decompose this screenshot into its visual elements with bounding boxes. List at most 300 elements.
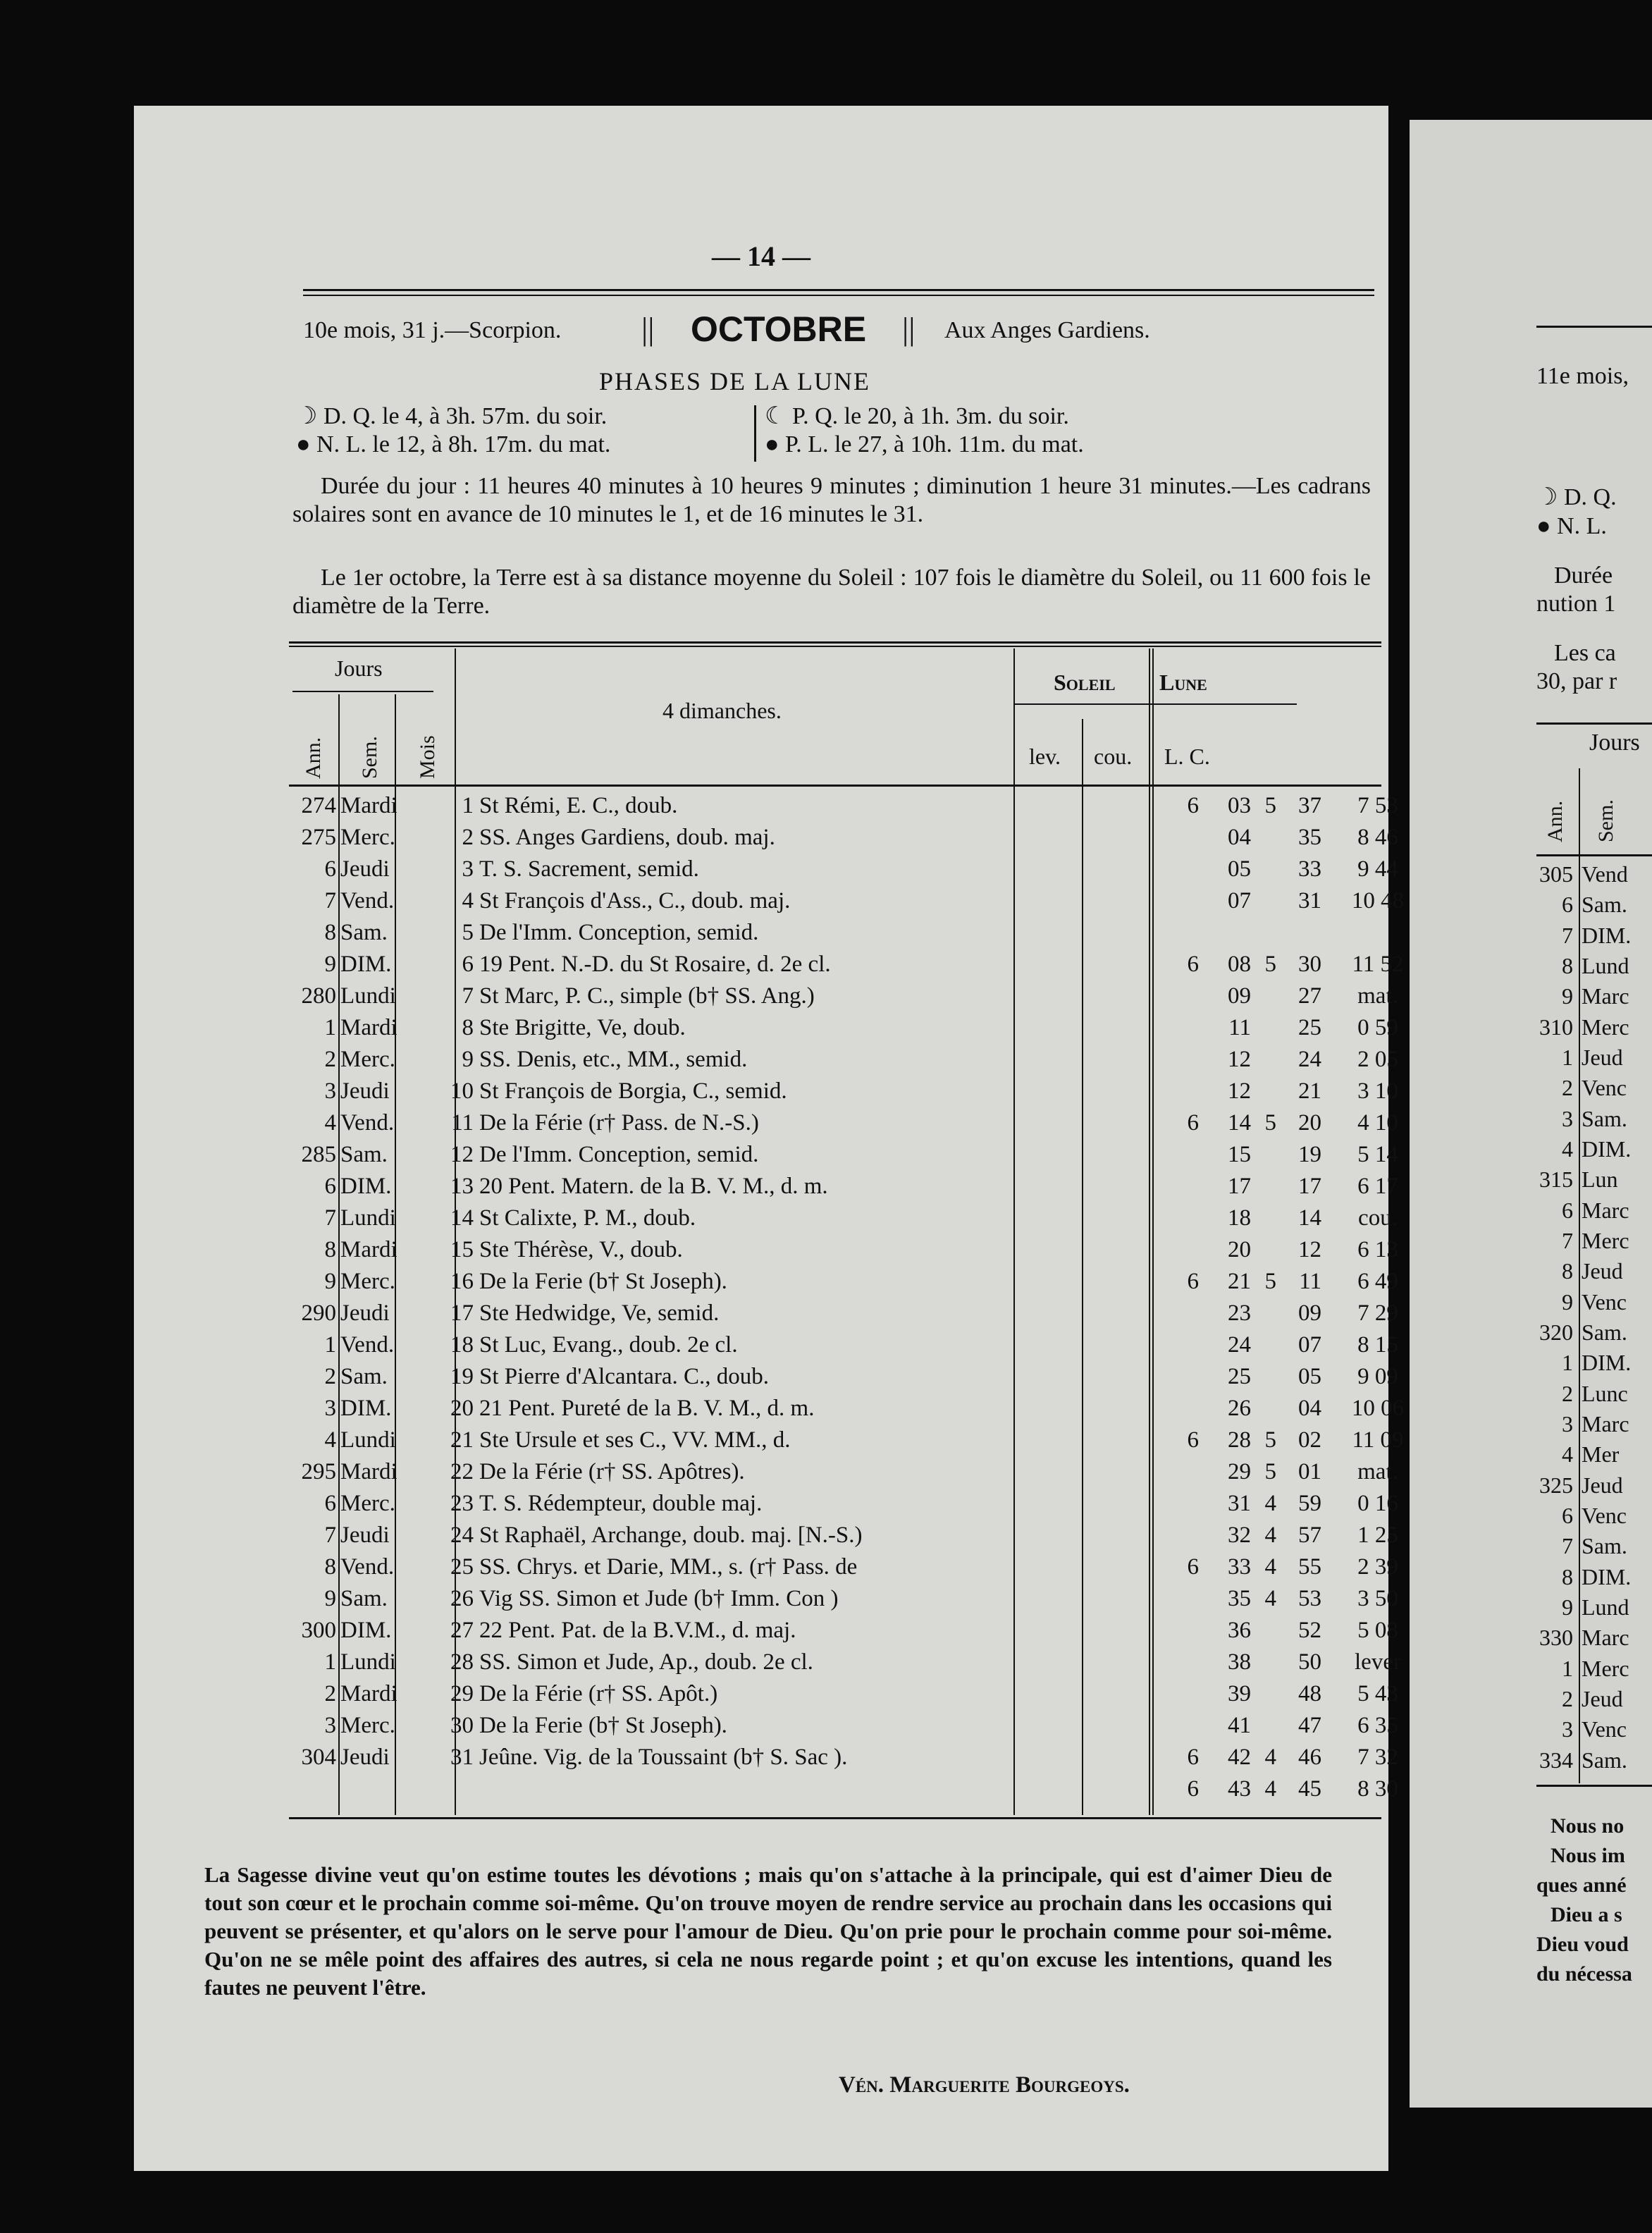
table-row	[285, 1681, 1540, 1711]
cell-cou: 46	[1298, 1745, 1321, 1770]
cell-lev-h: 6	[1187, 952, 1199, 977]
table-row	[285, 1522, 1540, 1552]
cell-ann: 274	[301, 793, 336, 818]
cell-ann: 300	[301, 1618, 336, 1643]
cell-sem: Lund	[1582, 953, 1629, 978]
cell-saint: De la Férie (r† SS. Apôt.)	[479, 1681, 718, 1706]
cell-ann: 9	[324, 952, 336, 977]
cell-ann: 3	[324, 1078, 336, 1104]
cell-ann: 6	[1562, 892, 1573, 918]
cell-mois: 1	[462, 793, 474, 818]
table-row	[285, 1364, 1540, 1394]
cell-lev: 33	[1228, 1554, 1251, 1580]
header-rule-thin	[303, 295, 1374, 296]
table-row	[285, 1300, 1540, 1330]
right-calendar-rows	[1522, 861, 1652, 1778]
table-row	[1522, 1656, 1652, 1684]
text-line: Nous im	[1551, 1844, 1625, 1867]
table-row	[1522, 1320, 1652, 1348]
cell-lune: 8 30	[1357, 1776, 1398, 1802]
cell-sem: Vend.	[340, 1332, 395, 1358]
cell-saint: SS. Chrys. et Darie, MM., s. (r† Pass. de	[479, 1554, 858, 1580]
cell-sem: Vend	[1582, 861, 1628, 887]
cell-cou: 27	[1298, 983, 1321, 1009]
table-row	[285, 1586, 1540, 1616]
cell-sem: Lundi	[340, 1649, 396, 1675]
cell-lune: 6 49	[1357, 1269, 1398, 1294]
cell-ann: 9	[324, 1586, 336, 1611]
almanac-page-left	[134, 106, 1405, 2171]
cell-sem: DIM.	[1582, 1136, 1632, 1162]
cell-ann: 3	[1562, 1716, 1573, 1742]
table-row	[285, 1078, 1540, 1108]
cell-lune: cou.	[1358, 1205, 1398, 1231]
cell-lune: 8 15	[1357, 1332, 1398, 1358]
cell-lune: 1 25	[1357, 1522, 1398, 1548]
cell-sem: Venc	[1582, 1716, 1627, 1742]
cell-lev: 28	[1228, 1427, 1251, 1453]
cell-sem: Merc.	[340, 1269, 395, 1294]
cell-ann: 310	[1539, 1014, 1573, 1040]
cell-ann: 2	[1562, 1686, 1573, 1711]
cell-cou: 14	[1298, 1205, 1321, 1231]
cell-ann: 1	[1562, 1655, 1573, 1681]
table-row	[1522, 1075, 1652, 1103]
moon-full-icon: ●	[765, 431, 779, 457]
cell-saint: 19 Pent. N.-D. du St Rosaire, d. 2e cl.	[479, 952, 831, 977]
right-text-lines	[1536, 1811, 1652, 1989]
table-row	[1522, 1472, 1652, 1501]
cell-cou: 04	[1298, 1396, 1321, 1421]
cell-lev: 04	[1228, 825, 1251, 850]
cell-sem: DIM.	[1582, 1350, 1632, 1376]
cell-saint: St Luc, Evang., doub. 2e cl.	[479, 1332, 738, 1358]
table-row	[285, 1776, 1540, 1806]
table-row	[285, 1015, 1540, 1045]
cell-sem: Merc	[1582, 1228, 1629, 1253]
cell-cou: 47	[1298, 1713, 1321, 1738]
cell-cou: 59	[1298, 1491, 1321, 1516]
calendar-rows	[285, 793, 1405, 1815]
table-row	[1522, 1045, 1652, 1073]
cell-lev: 14	[1228, 1110, 1251, 1136]
cell-cou: 33	[1298, 856, 1321, 882]
cell-lune: 6 35	[1357, 1713, 1398, 1738]
cell-cou: 55	[1298, 1554, 1321, 1580]
cell-ann: 6	[324, 1174, 336, 1199]
cell-lune: 3 50	[1357, 1586, 1398, 1611]
cell-sem: Jeudi	[340, 1300, 390, 1326]
phase-nl: ● N. L. le 12, à 8h. 17m. du mat.	[296, 431, 611, 457]
cell-cou: 52	[1298, 1618, 1321, 1643]
cell-lev: 17	[1228, 1174, 1251, 1199]
cell-mois: 26	[450, 1586, 474, 1611]
cell-sem: Sam.	[1582, 1105, 1627, 1131]
cell-saint: 20 Pent. Matern. de la B. V. M., d. m.	[479, 1174, 828, 1199]
cell-mois: 11	[451, 1110, 474, 1136]
phases-title: PHASES DE LA LUNE	[599, 367, 871, 395]
cell-cou: 25	[1298, 1015, 1321, 1040]
cell-sem: DIM.	[1582, 922, 1632, 948]
right-table-rule	[1536, 722, 1652, 725]
cell-mois: 28	[450, 1649, 474, 1675]
cell-lev-h: 6	[1187, 793, 1199, 818]
cell-saint: SS. Anges Gardiens, doub. maj.	[479, 825, 775, 850]
cell-mois: 12	[450, 1142, 474, 1167]
cell-saint: St Calixte, P. M., doub.	[479, 1205, 696, 1231]
cell-cou-h: 5	[1264, 1459, 1276, 1484]
cell-cou: 45	[1298, 1776, 1321, 1802]
cell-cou: 30	[1298, 952, 1321, 977]
cell-lune: mat.	[1357, 983, 1398, 1009]
right-nl: ● N. L.	[1536, 513, 1607, 539]
cell-lune: 6 17	[1357, 1174, 1398, 1199]
cell-ann: 325	[1539, 1472, 1573, 1498]
table-row	[285, 1205, 1540, 1235]
cell-lune: 7 29	[1357, 1300, 1398, 1326]
cell-lune: 7 32	[1357, 1745, 1398, 1770]
cell-sem: Jeudi	[340, 856, 390, 882]
cell-saint: 22 Pent. Pat. de la B.V.M., d. maj.	[479, 1618, 796, 1643]
th-jours: Jours	[335, 656, 383, 681]
right-table-header-rule	[1536, 854, 1652, 856]
cell-sem: Lundi	[340, 1427, 396, 1453]
cell-ann: 4	[324, 1427, 336, 1453]
table-row	[285, 1745, 1540, 1774]
right-duree: Durée	[1554, 562, 1613, 589]
cell-ann: 3	[1562, 1105, 1573, 1131]
cell-ann: 9	[1562, 1288, 1573, 1315]
cell-lev: 23	[1228, 1300, 1251, 1326]
cell-sem: Mardi	[340, 1015, 397, 1040]
terre-paragraph: Le 1er octobre, la Terre est à sa distance moyenne du Soleil : 107 fois le diamètre du Soleil, ou 11 600 fois le diamètre de la Terre.	[292, 565, 1371, 619]
cell-lune: 3 10	[1357, 1078, 1398, 1104]
cell-ann: 2	[1562, 1075, 1573, 1101]
cell-sem: DIM.	[1582, 1563, 1632, 1589]
cell-cou: 21	[1298, 1078, 1321, 1104]
cell-lev: 15	[1228, 1142, 1251, 1167]
table-row	[1522, 892, 1652, 920]
table-row	[285, 1110, 1540, 1140]
cell-lune: mat.	[1357, 1459, 1398, 1484]
header-right: Aux Anges Gardiens.	[944, 317, 1150, 343]
cell-mois: 4	[462, 888, 474, 914]
cell-ann: 8	[324, 1554, 336, 1580]
right-th-ann: Ann.	[1543, 800, 1567, 842]
cell-sem: Jeud	[1582, 1472, 1623, 1498]
cell-lev: 20	[1228, 1237, 1251, 1262]
cell-ann: 330	[1539, 1625, 1573, 1651]
th-mois: Mois	[416, 735, 439, 779]
cell-ann: 4	[1562, 1136, 1573, 1162]
cell-cou: 02	[1298, 1427, 1321, 1453]
text-line: ques anné	[1536, 1874, 1627, 1897]
cell-saint: Ste Thérèse, V., doub.	[479, 1237, 683, 1262]
cell-saint: De la Férie (r† Pass. de N.-S.)	[479, 1110, 759, 1136]
table-row	[285, 1269, 1540, 1298]
cell-ann: 4	[324, 1110, 336, 1136]
cell-sem: Mardi	[340, 1459, 397, 1484]
table-row	[1522, 1350, 1652, 1378]
cell-cou: 07	[1298, 1332, 1321, 1358]
cell-saint: T. S. Rédempteur, double maj.	[479, 1491, 763, 1516]
cell-saint: St Raphaël, Archange, doub. maj. [N.-S.)	[479, 1522, 863, 1548]
cell-mois: 5	[462, 920, 474, 945]
table-row	[1522, 953, 1652, 981]
cell-ann: 6	[1562, 1197, 1573, 1223]
cell-lev: 31	[1228, 1491, 1251, 1516]
table-row	[1522, 1411, 1652, 1439]
cell-lev: 25	[1228, 1364, 1251, 1389]
cell-ann: 285	[301, 1142, 336, 1167]
cell-ann: 6	[1562, 1503, 1573, 1528]
cell-sem: Merc.	[340, 1713, 395, 1738]
th-ann: Ann.	[302, 737, 325, 779]
cell-mois: 31	[450, 1745, 474, 1770]
cell-saint: De la Férie (r† SS. Apôtres).	[479, 1459, 745, 1484]
table-row	[1522, 1014, 1652, 1042]
cell-ann: 275	[301, 825, 336, 850]
cell-ann: 315	[1539, 1167, 1573, 1193]
cell-ann: 8	[1562, 953, 1573, 978]
cell-mois: 22	[450, 1459, 474, 1484]
cell-lune: 0 16	[1357, 1491, 1398, 1516]
cell-ann: 305	[1539, 861, 1573, 887]
almanac-page-right	[1410, 120, 1652, 2108]
cell-saint: Ste Brigitte, Ve, doub.	[479, 1015, 686, 1040]
th-lev: lev.	[1029, 744, 1061, 769]
cell-ann: 1	[1562, 1350, 1573, 1376]
cell-saint: St François d'Ass., C., doub. maj.	[479, 888, 791, 914]
cell-ann: 1	[1562, 1045, 1573, 1070]
cell-sem: Sam.	[340, 1586, 388, 1611]
cell-sem: Vend.	[340, 888, 395, 914]
cell-cou: 09	[1298, 1300, 1321, 1326]
moon-last-quarter-icon: ☽	[1536, 484, 1558, 510]
cell-cou-h: 4	[1264, 1745, 1276, 1770]
table-row	[285, 1174, 1540, 1203]
cell-sem: Merc.	[340, 1047, 395, 1072]
cell-mois: 17	[450, 1300, 474, 1326]
cell-sem: Marc	[1582, 983, 1629, 1009]
cell-lev: 21	[1228, 1269, 1251, 1294]
right-les-ca: Les ca	[1554, 640, 1616, 666]
cell-sem: Venc	[1582, 1288, 1627, 1315]
cell-mois: 10	[450, 1078, 474, 1104]
cell-lev: 29	[1228, 1459, 1251, 1484]
cell-cou: 48	[1298, 1681, 1321, 1706]
text-line: du nécessa	[1536, 1962, 1632, 1986]
th-dimanches: 4 dimanches.	[662, 698, 782, 723]
cell-cou-h: 5	[1264, 793, 1276, 818]
text-line: Dieu a s	[1551, 1903, 1622, 1926]
header-rule	[303, 289, 1374, 291]
cell-sem: Marc	[1582, 1411, 1629, 1437]
cell-sem: Vend.	[340, 1554, 395, 1580]
cell-saint: De la Ferie (b† St Joseph).	[479, 1713, 727, 1738]
cell-saint: St Pierre d'Alcantara. C., doub.	[479, 1364, 770, 1389]
cell-ann: 9	[1562, 1594, 1573, 1620]
cell-sem: Merc.	[340, 1491, 395, 1516]
cell-mois: 14	[450, 1205, 474, 1231]
cell-lev: 11	[1228, 1015, 1251, 1040]
soleil-underline	[1015, 703, 1297, 705]
table-row	[285, 1554, 1540, 1584]
cell-saint: St François de Borgia, C., semid.	[479, 1078, 787, 1104]
table-row	[285, 1396, 1540, 1425]
table-row	[285, 1491, 1540, 1520]
phase-pq: ☾ P. Q. le 20, à 1h. 3m. du soir.	[765, 403, 1069, 429]
table-row	[285, 952, 1540, 981]
cell-ann: 3	[324, 1713, 336, 1738]
table-row	[1522, 1381, 1652, 1409]
cell-mois: 7	[462, 983, 474, 1009]
cell-ann: 334	[1539, 1747, 1573, 1773]
cell-ann: 7	[1562, 1533, 1573, 1559]
cell-lune: 11 52	[1352, 952, 1404, 977]
table-row	[285, 983, 1540, 1013]
cell-cou: 35	[1298, 825, 1321, 850]
moon-first-quarter-icon: ☾	[765, 403, 787, 429]
cell-mois: 2	[462, 825, 474, 850]
cell-mois: 23	[450, 1491, 474, 1516]
moon-new-icon: ●	[1536, 513, 1551, 539]
cell-cou: 20	[1298, 1110, 1321, 1136]
table-top-rule-thin	[289, 646, 1381, 647]
text-line: Nous no	[1551, 1814, 1625, 1838]
table-row	[285, 825, 1540, 854]
cell-lune: 4 10	[1357, 1110, 1398, 1136]
cell-ann: 8	[324, 1237, 336, 1262]
cell-lev: 43	[1228, 1776, 1251, 1802]
cell-cou-h: 4	[1264, 1776, 1276, 1802]
cell-cou-h: 5	[1264, 1427, 1276, 1453]
cell-lev-h: 6	[1187, 1554, 1199, 1580]
cell-lev: 07	[1228, 888, 1251, 914]
cell-ann: 8	[1562, 1258, 1573, 1284]
cell-cou: 50	[1298, 1649, 1321, 1675]
cell-lev: 35	[1228, 1586, 1251, 1611]
cell-sem: Lund	[1582, 1594, 1629, 1620]
table-row	[1522, 1625, 1652, 1653]
cell-cou-h: 4	[1264, 1522, 1276, 1548]
cell-cou-h: 5	[1264, 1110, 1276, 1136]
cell-sem: Mardi	[340, 1237, 397, 1262]
cell-sem: Vend.	[340, 1110, 395, 1136]
table-row	[1522, 1716, 1652, 1745]
cell-sem: Mardi	[340, 793, 397, 818]
cell-ann: 7	[324, 1522, 336, 1548]
cell-lune: 8 46	[1357, 825, 1398, 850]
table-row	[1522, 1533, 1652, 1561]
cell-ann: 7	[324, 888, 336, 914]
cell-lev-h: 6	[1187, 1745, 1199, 1770]
cell-cou-h: 4	[1264, 1586, 1276, 1611]
cell-lev: 08	[1228, 952, 1251, 977]
cell-lune: 5 43	[1357, 1681, 1398, 1706]
table-row	[285, 1713, 1540, 1742]
cell-ann: 1	[324, 1649, 336, 1675]
right-nution: nution 1	[1536, 591, 1616, 617]
cell-lev: 36	[1228, 1618, 1251, 1643]
cell-lev: 41	[1228, 1713, 1251, 1738]
cell-lev: 42	[1228, 1745, 1251, 1770]
text-line: Dieu voud	[1536, 1933, 1629, 1956]
cell-cou-h: 4	[1264, 1491, 1276, 1516]
cell-ann: 2	[324, 1364, 336, 1389]
table-row	[285, 1142, 1540, 1171]
right-dq: ☽ D. Q.	[1536, 484, 1617, 510]
cell-cou: 12	[1298, 1237, 1321, 1262]
cell-saint: T. S. Sacrement, semid.	[479, 856, 699, 882]
cell-ann: 290	[301, 1300, 336, 1326]
cell-ann: 295	[301, 1459, 336, 1484]
cell-cou: 24	[1298, 1047, 1321, 1072]
cell-ann: 304	[301, 1745, 336, 1770]
cell-ann: 8	[1562, 1563, 1573, 1589]
cell-saint: SS. Denis, etc., MM., semid.	[479, 1047, 748, 1072]
cell-mois: 15	[450, 1237, 474, 1262]
cell-lev: 26	[1228, 1396, 1251, 1421]
table-row	[285, 888, 1540, 918]
cell-sem: Jeudi	[340, 1522, 390, 1548]
cell-cou: 57	[1298, 1522, 1321, 1548]
cell-ann: 7	[324, 1205, 336, 1231]
cell-cou: 19	[1298, 1142, 1321, 1167]
right-jours: Jours	[1589, 730, 1640, 756]
cell-ann: 8	[324, 920, 336, 945]
page-number: — 14 —	[712, 240, 810, 272]
header-bar-right: ||	[902, 311, 916, 347]
cell-lev-h: 6	[1187, 1776, 1199, 1802]
cell-lev: 38	[1228, 1649, 1251, 1675]
table-row	[1522, 1564, 1652, 1592]
cell-sem: Lun	[1582, 1167, 1618, 1193]
cell-lev: 09	[1228, 983, 1251, 1009]
table-row	[1522, 1747, 1652, 1776]
cell-ann: 1	[324, 1015, 336, 1040]
cell-lev: 12	[1228, 1078, 1251, 1104]
cell-mois: 25	[450, 1554, 474, 1580]
right-header: 11e mois,	[1536, 363, 1629, 389]
cell-sem: Sam.	[340, 920, 388, 945]
phase-dq: ☽ D. Q. le 4, à 3h. 57m. du soir.	[296, 403, 608, 429]
header-left: 10e mois, 31 j.—Scorpion.	[303, 317, 562, 343]
month-title: OCTOBRE	[691, 309, 867, 349]
cell-mois: 8	[462, 1015, 474, 1040]
cell-ann: 2	[1562, 1380, 1573, 1406]
th-lune: Lune	[1159, 670, 1207, 695]
cell-lev: 39	[1228, 1681, 1251, 1706]
cell-saint: 21 Pent. Pureté de la B. V. M., d. m.	[479, 1396, 815, 1421]
cell-sem: Marc	[1582, 1625, 1629, 1651]
cell-lune: 9 09	[1357, 1364, 1398, 1389]
cell-sem: Jeudi	[340, 1745, 390, 1770]
cell-lune: 2 05	[1357, 1047, 1398, 1072]
cell-ann: 2	[324, 1047, 336, 1072]
cell-lune: 10 06	[1351, 1396, 1405, 1421]
cell-lev: 03	[1228, 793, 1251, 818]
cell-lev-h: 6	[1187, 1427, 1199, 1453]
cell-sem: Sam.	[1582, 1533, 1627, 1559]
cell-ann: 9	[1562, 983, 1573, 1009]
table-row	[285, 1618, 1540, 1647]
cell-ann: 320	[1539, 1320, 1573, 1345]
cell-mois: 3	[462, 856, 474, 882]
table-row	[285, 920, 1540, 949]
cell-sem: Lundi	[340, 983, 396, 1009]
cell-cou: 05	[1298, 1364, 1321, 1389]
